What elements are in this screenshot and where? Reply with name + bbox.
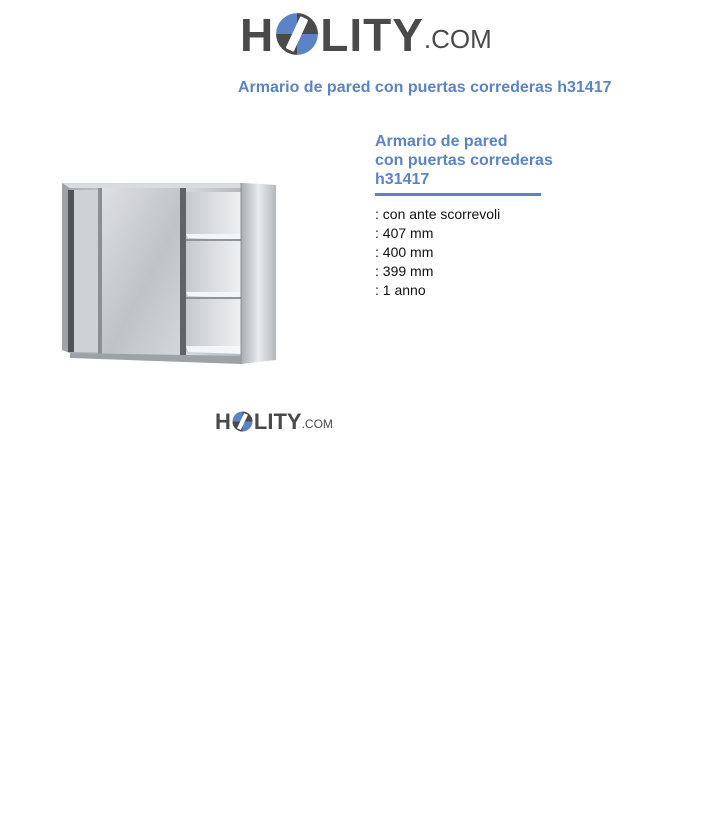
logo-suffix: .COM	[301, 417, 333, 431]
holity-o-icon	[275, 12, 319, 56]
page-title: Armario de pared con puertas correderas h31417	[238, 79, 612, 96]
product-title-line-2: con puertas correderas	[375, 152, 553, 169]
spec-item: : 1 anno	[375, 282, 426, 298]
product-title-line-3: h31417	[375, 171, 430, 188]
holity-logo	[240, 9, 492, 61]
spec-list	[375, 205, 500, 300]
logo-letters-after: LITY	[320, 9, 424, 61]
holity-o-icon	[232, 411, 253, 432]
product-title	[375, 132, 575, 189]
spec-item: : 399 mm	[375, 263, 434, 279]
holity-logo-small	[215, 411, 333, 433]
product-title-line-1: Armario de pared	[375, 133, 508, 150]
title-divider	[375, 193, 541, 196]
logo-letters-before: H	[215, 409, 231, 434]
logo-suffix: .COM	[423, 24, 492, 54]
spec-item: : 400 mm	[375, 244, 434, 260]
logo-letters-before: H	[240, 9, 275, 61]
product-image	[58, 178, 280, 368]
spec-item: : con ante scorrevoli	[375, 206, 501, 222]
spec-item: : 407 mm	[375, 225, 434, 241]
logo-letters-after: LITY	[253, 409, 302, 434]
